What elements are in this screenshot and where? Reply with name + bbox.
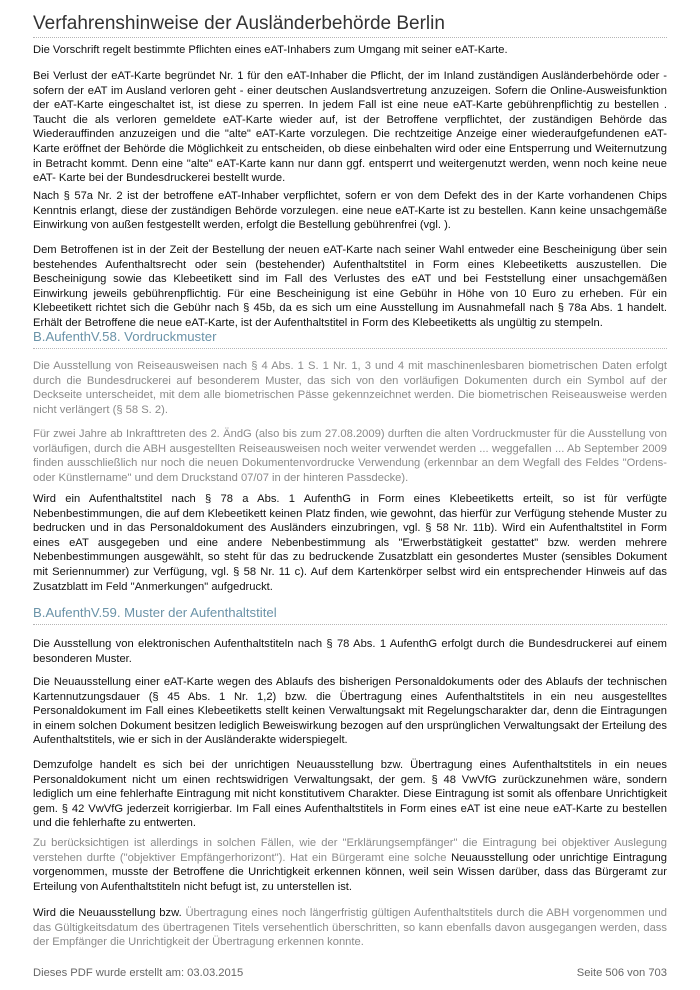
- paragraph-supplementary-sheet: Wird ein Aufenthaltstitel nach § 78 a Abs. 1 AufenthG in Form eines Klebeetiketts erteilt, so ist für verfügte Nebenbestimmungen, die auf dem Klebeetikett keinen Platz finden, wie gewohnt, das hierfür zur Verfügung stehende Muster zu bedrucken und in das Personaldokument des Ausländers einzubringen, vgl. § 58 Nr. 11b). Wird ein Aufenthaltstitel in Form eines eAT ausgegeben und eine andere Nebenbestimmung als "Erwerbstätigkeit gestattet" bzw. werden mehrere Nebenbestimmungen ausgewählt, so steht für das zu bedruckende Zusatzblatt ein gesondertes Muster (sensibles Dokument mit Seriennummer) zur Verfügung, vgl. § 58 Nr. 11 c). Auf dem Kartenkörper selbst wird ein entsprechender Hinweis auf das Zusatzblatt im Feld "Anmerkungen" aufgedruckt.: [33, 493, 667, 593]
- title-divider: [33, 37, 667, 38]
- section-heading-59: B.AufenthV.59. Muster der Aufenthaltstitel: [33, 605, 277, 620]
- section-divider-58: [33, 348, 667, 349]
- footer-page-number: Seite 506 von 703: [576, 967, 667, 979]
- footer-created-date: Dieses PDF wurde erstellt am: 03.03.2015: [33, 967, 244, 979]
- paragraph-loss: Bei Verlust der eAT-Karte begründet Nr. 1 für den eAT-Inhaber die Pflicht, der im Inland zuständigen Ausländerbehörde oder - sofern der eAT im Ausland verloren geht - einer deutschen Auslandsvertretung anzuzeigen. Sofern die Online-Ausweisfunktion der eAT-Karte eingeschaltet ist, ist diese zu sperren. In jedem Fall ist eine neue eAT-Karte gebührenpflichtig zu bestellen . Taucht die als verloren gemeldete eAT-Karte wieder auf, ist der Betroffene verpflichtet, der zuständigen Behörde das Wiederauffinden anzuzeigen und die "alte" eAT-Karte vorzulegen. Die rechtzeitige Anzeige einer wiederaufgefundenen eAT-Karte eröffnet der Behörde die Möglichkeit zu entscheiden, ob diese einbehalten wird oder eine Entsperrung und Weiternutzung in Betracht kommt. Denn eine "alte" eAT-Karte kann nur dann ggf. entsperrt und weitergenutzt werden, wenn noch keine neue eAT- Karte bei der Bundesdruckerei bestellt wurde.: [33, 70, 667, 185]
- paragraph-incorrect-entry: Demzufolge handelt es sich bei der unrichtigen Neuausstellung bzw. Übertragung eines Aufenthaltstitels in ein neues Personaldokument nicht um einen rechtswidrigen Verwaltungsakt, der gem. § 48 VwVfG zurückzunehmen wäre, sondern lediglich um eine fehlerhafte Eintragung mit nicht konstitutivem Charakter. Diese Eintragung ist somit als offenbare Unrichtigkeit gem. § 42 VwVfG jederzeit korrigierbar. Im Fall eines Aufenthaltstitels in Form eines eAT ist eine neue eAT-Karte zu bestellen und die fehlerhafte zu entwerten.: [33, 759, 667, 830]
- paragraph-replacement: Dem Betroffenen ist in der Zeit der Bestellung der neuen eAT-Karte nach seiner Wahl entweder eine Bescheinigung über sein bestehendes Aufenthaltsrecht oder sein (bestehender) Aufenthaltstitel in Form eines Klebeetiketts auszustellen. Die Bescheinigung sowie das Klebeetikett sind im Fall des Verlustes des eAT und bei Feststellung einer unsachgemäßen Einwirkung jeweils gebührenpflichtig. Für eine Bescheinigung ist eine Gebühr in Höhe von 10 Euro zu erheben. Für ein Klebeetikett richtet sich die Gebühr nach § 45b, da es sich um eine Ausstellung im Ausnahmefall nach § 78a Abs. 1 handelt. Erhält der Betroffene die neue eAT-Karte, ist der Aufenthaltstitel in Form des Klebeetiketts als ungültig zu stempeln.: [33, 244, 667, 329]
- page-title: Verfahrenshinweise der Ausländerbehörde Berlin: [33, 13, 445, 34]
- paragraph-defect: Nach § 57a Nr. 2 ist der betroffene eAT-Inhaber verpflichtet, sofern er von dem Defekt des in der Karte vorhandenen Chips Kenntnis erlangt, diese der zuständigen Behörde vorzulegen. eine neue eAT-Karte ist zu bestellen. Kann keine unsachgemäße Einwirkung von außen festgestellt werden, erfolgt die Bestellung gebührenfrei (vgl. ).: [33, 190, 667, 232]
- paragraph-travel-documents: Die Ausstellung von Reiseausweisen nach § 4 Abs. 1 S. 1 Nr. 1, 3 und 4 mit maschinenlesbaren biometrischen Daten erfolgt durch die Bundesdruckerei auf besonderem Muster, das sich von den vorläufigen Dokumenten durch ein Symbol auf der Deckseite unterscheidet, mit dem alle biometrischen Pässe gekennzeichnet werden. Die biometrischen Reiseausweise werden nicht verlängert (§ 58 S. 2).: [33, 360, 667, 416]
- validity-date-gray-text: Übertragung eines noch längerfristig gültigen Aufenthaltstitels durch die ABH vorgenommen und das Gültigkeitsdatum des übertragenen Titels versehentlich überschritten, so kann ebenfalls davon ausgegangen werden, dass der Empfänger die Unrichtigkeit der Übertragung erkennen konnte.: [33, 907, 667, 949]
- recipient-horizon-dark-text: Neuausstellung oder unrichtige Eintragung vorgenommen, musste der Betroffene die Unrichtigkeit erkennen können, weil sein Wissen darüber, dass das Bürgeramt zur Erteilung von Aufenthaltstiteln nicht befugt ist, zu unterstellen ist.: [33, 851, 667, 893]
- paragraph-recipient-horizon: [33, 836, 667, 894]
- section-heading-58: B.AufenthV.58. Vordruckmuster: [33, 329, 217, 344]
- validity-date-dark-text: Wird die Neuausstellung bzw.: [33, 907, 186, 919]
- paragraph-intro: Die Vorschrift regelt bestimmte Pflichten eines eAT-Inhabers zum Umgang mit seiner eAT-Karte.: [33, 44, 508, 56]
- paragraph-validity-date: [33, 906, 667, 950]
- paragraph-transition: Für zwei Jahre ab Inkrafttreten des 2. ÄndG (also bis zum 27.08.2009) durften die alten Vordruckmuster für die Ausstellung von vorläufigen, durch die ABH ausgestellten Reiseausweisen noch weiter verwendet werden ... weggefallen ... Ab September 2009 finden ausschließlich nur noch die neuen Dokumentenvordrucke Verwendung (erkennbar an dem Wegfall des Feldes "Ordens- oder Künstlername" und dem Druckstand 07/07 in der hinteren Passdecke).: [33, 428, 667, 484]
- paragraph-reissue: Die Neuausstellung einer eAT-Karte wegen des Ablaufs des bisherigen Personaldokuments oder des Ablaufs der technischen Kartennutzungsdauer (§ 45 Abs. 1 Nr. 1,2) bzw. die Übertragung eines Aufenthaltstitels in ein neu ausgestelltes Personaldokument im Fall eines Klebeetiketts stellt keinen Verwaltungsakt mit Regelungscharakter dar, denn die Eintragungen in einem solchen Dokument besitzen lediglich Beweiswirkung bezogen auf den ursprünglichen Verwaltungsakt der Erteilung des Aufenthaltstitels, wie er sich in der Ausländerakte widerspiegelt.: [33, 676, 667, 747]
- paragraph-electronic-titles: Die Ausstellung von elektronischen Aufenthaltstiteln nach § 78 Abs. 1 AufenthG erfolgt durch die Bundesdruckerei auf einem besonderen Muster.: [33, 638, 667, 665]
- section-divider-59: [33, 624, 667, 625]
- recipient-horizon-gray-text: Zu berücksichtigen ist allerdings in solchen Fällen, wie der "Erklärungsempfänger" die Eintragung bei objektiver Auslegung verstehen durfte ("objektiver Empfängerhorizont"). Hat ein Bürgeramt eine solche: [33, 837, 667, 864]
